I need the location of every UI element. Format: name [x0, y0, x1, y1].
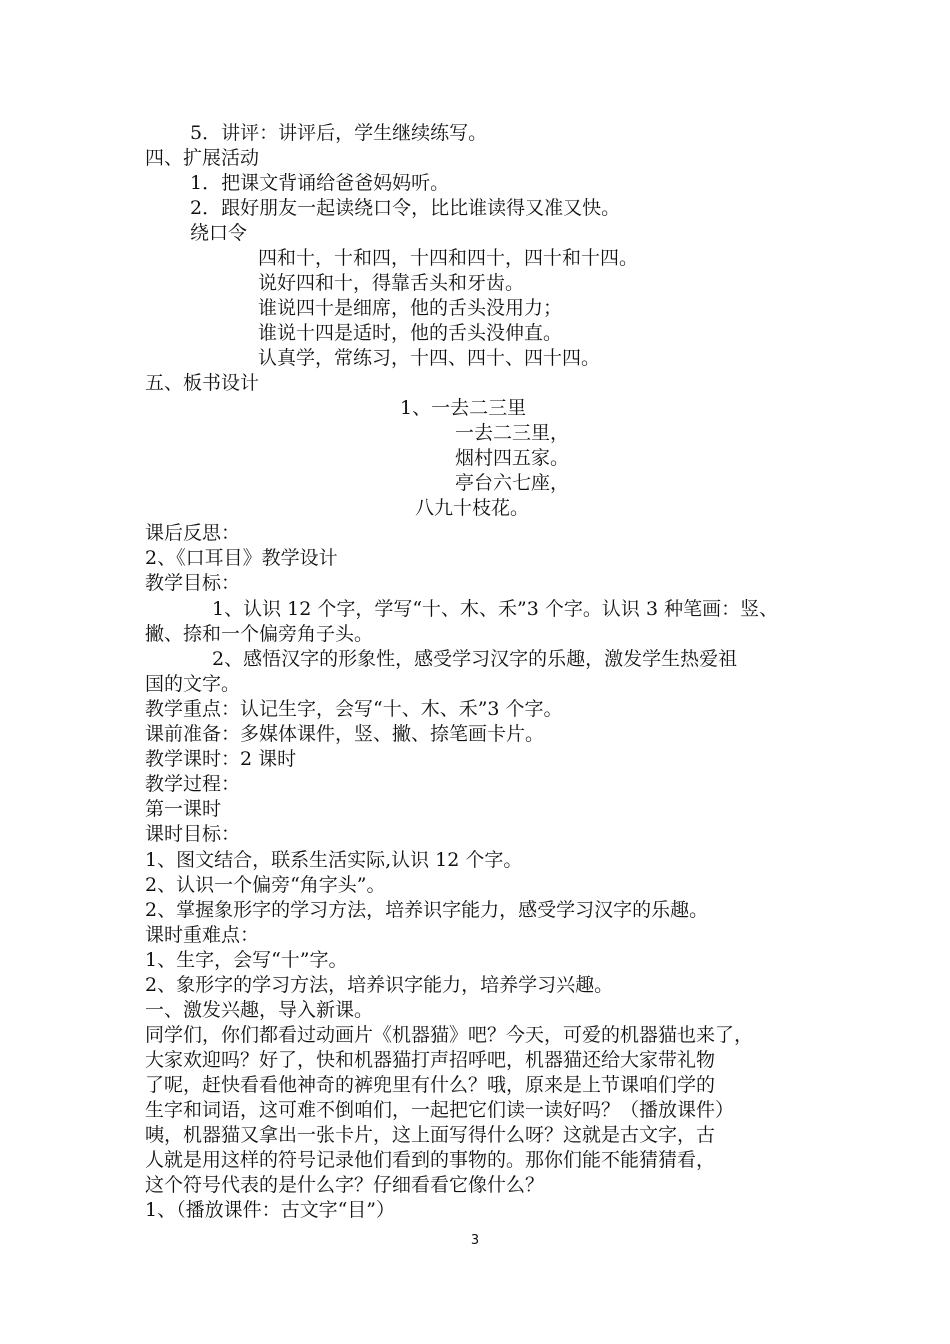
text-line: 谁说四十是细席，他的舌头没用力；: [258, 297, 563, 319]
text-line: 1、图文结合，联系生活实际,认识 12 个字。: [145, 849, 523, 871]
text-line: 撇、捺和一个偏旁角子头。: [145, 623, 374, 645]
text-line: 绕口令: [190, 222, 248, 244]
text-line: 教学课时：2 课时: [145, 748, 297, 770]
text-line: 5．讲评：讲评后，学生继续练写。: [190, 122, 488, 144]
text-line: 了呢，赶快看看他神奇的裤兜里有什么？哦，原来是上节课咱们学的: [145, 1074, 716, 1096]
text-line: 人就是用这样的符号记录他们看到的事物的。那你们能不能猜猜看，: [145, 1149, 716, 1171]
text-line: 教学过程：: [145, 773, 241, 795]
text-line: 教学目标：: [145, 572, 241, 594]
text-line: 五、板书设计: [145, 372, 260, 394]
text-line: 咦，机器猫又拿出一张卡片，这上面写得什么呀？这就是古文字，古: [145, 1124, 716, 1146]
text-line: 2、认识一个偏旁“角字头”。: [145, 874, 386, 896]
text-line: 谁说十四是适时，他的舌头没伸直。: [258, 322, 563, 344]
text-line: 八九十枝花。: [415, 497, 530, 519]
text-line: 1、（播放课件：古文字“目”）: [145, 1199, 396, 1221]
text-line: 课时重难点：: [145, 924, 260, 946]
text-line: 2．跟好朋友一起读绕口令，比比谁读得又准又快。: [190, 197, 621, 219]
text-line: 1．把课文背诵给爸爸妈妈听。: [190, 172, 450, 194]
text-line: 一去二三里，: [455, 422, 570, 444]
text-line: 1、认识 12 个字，学写“十、木、禾”3 个字。认识 3 种笔画：竖、: [212, 598, 779, 620]
text-line: 这个符号代表的是什么字？仔细看看它像什么？: [145, 1174, 545, 1196]
text-line: 烟村四五家。: [455, 447, 570, 469]
text-line: 1、一去二三里: [400, 397, 527, 419]
text-line: 2、象形字的学习方法，培养识字能力，培养学习兴趣。: [145, 974, 614, 996]
text-line: 说好四和十，得靠舌头和牙齿。: [258, 272, 525, 294]
text-line: 课前准备：多媒体课件，竖、撇、捺笔画卡片。: [145, 723, 545, 745]
text-line: 2、感悟汉字的形象性，感受学习汉字的乐趣，激发学生热爱祖: [212, 648, 738, 670]
text-line: 四和十，十和四，十四和四十，四十和十四。: [258, 247, 639, 269]
text-line: 2、《口耳目》教学设计: [145, 547, 338, 569]
text-line: 同学们，你们都看过动画片《机器猫》吧？今天，可爱的机器猫也来了，: [145, 1024, 754, 1046]
text-line: 大家欢迎吗？好了，快和机器猫打声招呼吧，机器猫还给大家带礼物: [145, 1049, 716, 1071]
page-number: 3: [470, 1233, 480, 1248]
text-line: 一、激发兴趣，导入新课。: [145, 999, 374, 1021]
text-line: 四、扩展活动: [145, 147, 260, 169]
text-line: 国的文字。: [145, 673, 241, 695]
text-line: 2、掌握象形字的学习方法，培养识字能力，感受学习汉字的乐趣。: [145, 899, 709, 921]
text-line: 生字和词语，这可难不倒咱们，一起把它们读一读好吗？（播放课件）: [145, 1099, 735, 1121]
text-line: 教学重点：认记生字，会写“十、木、禾”3 个字。: [145, 698, 563, 720]
text-line: 1、生字，会写“十”字。: [145, 949, 348, 971]
text-line: 课时目标：: [145, 823, 241, 845]
text-line: 认真学，常练习，十四、四十、四十四。: [258, 347, 601, 369]
text-line: 第一课时: [145, 798, 222, 820]
text-line: 亭台六七座，: [455, 472, 570, 494]
text-line: 课后反思：: [145, 522, 241, 544]
